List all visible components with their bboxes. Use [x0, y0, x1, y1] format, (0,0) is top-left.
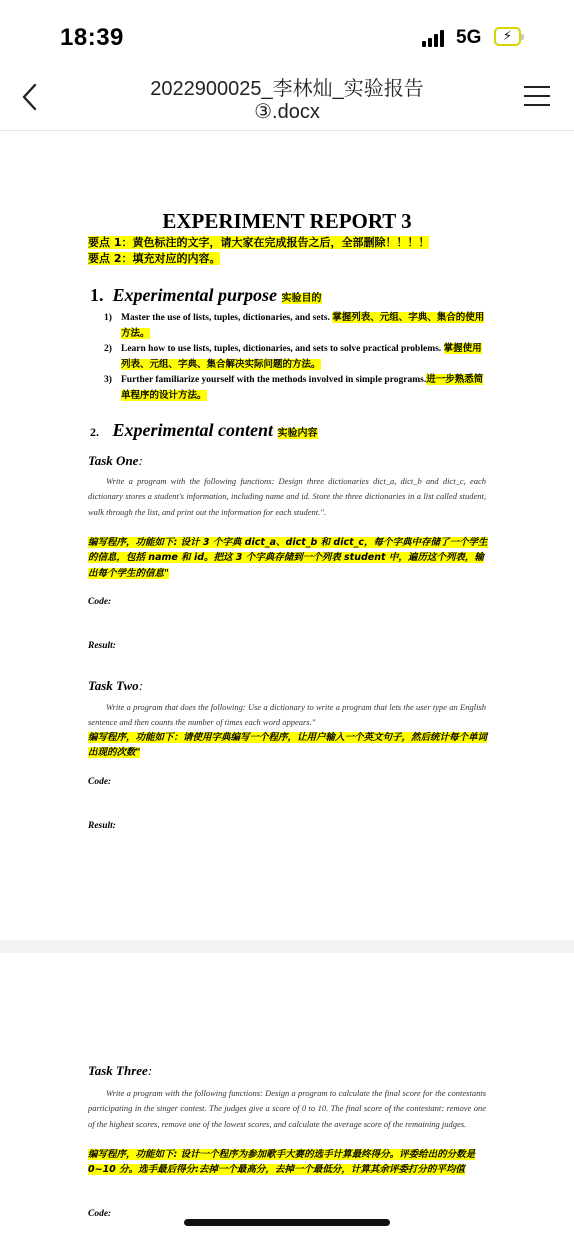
signal-icon: [422, 30, 448, 47]
task-two-code-label: Code:: [88, 777, 112, 787]
task-three-code-label: Code:: [88, 1209, 112, 1219]
report-title: EXPERIMENT REPORT 3: [162, 209, 412, 233]
purpose-item: 3) Further familiarize yourself with the methods involved in simple programs.进一步熟悉简单程序的设计方法。: [104, 374, 484, 401]
home-indicator[interactable]: [184, 1219, 390, 1226]
highlight-note-1: 要点 1：黄色标注的文字，请大家在完成报告之后，全部删除！！！！: [88, 236, 430, 249]
clock: 18:39: [60, 24, 124, 51]
document-title: 2022900025_李林灿_实验报告: [150, 78, 424, 100]
highlight-note-2: 要点 2：填充对应的内容。: [88, 252, 221, 265]
document-title-extension: ③.docx: [254, 101, 320, 123]
section-tag: 实验目的: [281, 293, 322, 304]
chevron-left-icon[interactable]: [20, 82, 40, 112]
task-one-description: Write a program with the following functions: Design three dictionaries dict_a, dict_b and dict_c, each dictionary stores a student's information, including name and id. Store the three dictionaries in a list called student, walk through the list, and print out the information for each student.".: [88, 476, 486, 517]
charging-battery-icon: ⚡: [494, 27, 521, 46]
task-two-heading: Task Two:: [88, 678, 144, 693]
task-three-heading: Task Three:: [88, 1063, 153, 1078]
task-two-chinese: 编写程序，功能如下：请使用字典编写一个程序，让用户输入一个英文句子，然后统计每个单词出现的次数": [88, 732, 488, 759]
task-three-description: Write a program with the following functions: Design a program to calculate the final score for the contestants participating in the singer contest. The judges give a score of 0 to 10. The final score of the contestant: remove one of the highest scores, remove one of the lowest scores, and calculate the average score of the remaining judges.: [88, 1088, 486, 1129]
task-one-code-label: Code:: [88, 597, 112, 607]
hamburger-menu-icon[interactable]: [524, 86, 552, 108]
task-one-heading: Task One:: [88, 453, 143, 468]
section-content-heading: 2. Experimental content 实验内容: [90, 420, 318, 440]
task-two-result-label: Result:: [88, 821, 116, 831]
status-bar: [0, 0, 574, 60]
document-page-1: [0, 131, 574, 940]
task-one-result-label: Result:: [88, 641, 116, 651]
task-three-chinese: 编写程序，功能如下: 设计一个程序为参加歌手大赛的选手计算最终得分。评委给出的分数是 0~10 分。选手最后得分:去掉一个最高分，去掉一个最低分，计算其余评委打分的平均值: [88, 1149, 476, 1176]
section-purpose-heading: 1. Experimental purpose 实验目的: [90, 285, 322, 305]
section-tag: 实验内容: [277, 428, 318, 439]
task-two-description: Write a program that does the following: Use a dictionary to write a program that lets the user type an English sentence and then counts the number of times each word appears.": [88, 702, 486, 728]
document-page-2: [0, 953, 574, 1241]
purpose-item: 2) Learn how to use lists, tuples, dictionaries, and sets to solve practical problems. 掌握使用列表、元组、字典、集合解决实际问题的方法。: [104, 343, 482, 370]
document-header: [0, 60, 574, 131]
purpose-item: 1) Master the use of lists, tuples, dictionaries, and sets. 掌握列表、元组、字典、集合的使用方法。: [104, 312, 485, 339]
task-one-chinese: 编写程序，功能如下: 设计 3 个字典 dict_a、dict_b 和 dict_c，每个字典中存储了一个学生的信息，包括 name 和 id。把这 3 个字典存储到一个列表 student 中，遍历这个列表，输出每个学生的信息": [88, 537, 488, 579]
network-type: 5G: [456, 27, 482, 48]
